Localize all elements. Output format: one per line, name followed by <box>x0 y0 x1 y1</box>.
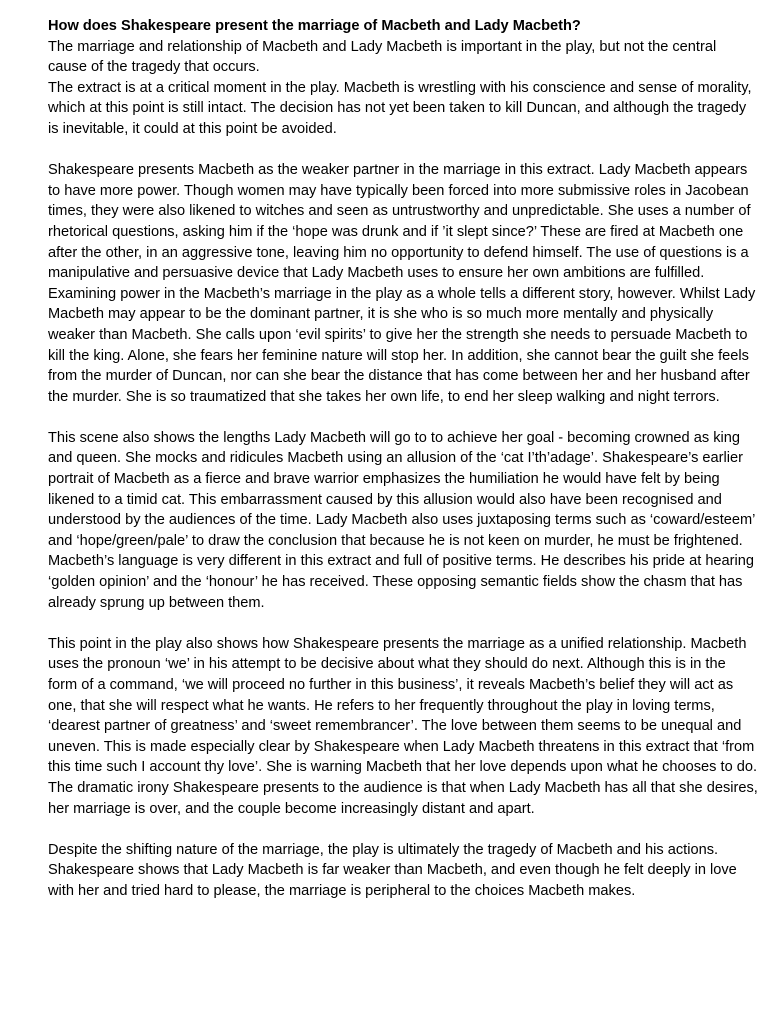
essay-title: How does Shakespeare present the marriage of Macbeth and Lady Macbeth? <box>48 18 581 34</box>
ambition-paragraph: This scene also shows the lengths Lady Macbeth will go to to achieve her goal - becoming crowned as king and queen. She mocks and ridicules Macbeth using an allusion of the ‘cat I’th’adage’. Shakespeare’s earlier portrait of Macbeth as a fierce and brave warrior emphasizes the humiliation he would have felt by being likened to a timid cat. This embarrassment caused by this allusion would also have been recognised and understood by the audiences of the time. Lady Macbeth also uses juxtaposing terms such as ‘coward/esteem’ and ‘hope/green/pale’ to draw the conclusion that because he is not keen on murder, he must be frightened. Macbeth’s language is very different in this extract and full of positive terms. He describes his pride at hearing ‘golden opinion’ and the ‘honour’ he has received. These opposing semantic fields show the chasm that has already sprung up between them. <box>48 429 755 611</box>
context-paragraph: The extract is at a critical moment in the play. Macbeth is wrestling with his conscience and sense of morality, which at this point is still intact. The decision has not yet been taken to kill Duncan, and although the tragedy is inevitable, it could at this point be avoided. <box>48 79 752 137</box>
power-paragraph: Shakespeare presents Macbeth as the weaker partner in the marriage in this extract. Lady Macbeth appears to have more power. Though women may have typically been forced into more submissive roles in Jacobean times, they were also likened to witches and seen as untrustworthy and unpredictable. She uses a number of rhetorical questions, asking him if the ‘hope was drunk and if ’it slept since?’ These are fired at Macbeth one after the other, in an aggressive tone, leaving him no opportunity to defend himself. The use of questions is a manipulative and persuasive device that Lady Macbeth uses to ensure her own ambitions are fulfilled. Examining power in the Macbeth’s marriage in the play as a whole tells a different story, however. Whilst Lady Macbeth may appear to be the dominant partner, it is she who is so much more mentally and physically weaker than Macbeth. She calls upon ‘evil spirits’ to give her the strength she needs to persuade Macbeth to kill the king. Alone, she fears her feminine nature will stop her. In addition, she cannot bear the guilt she feels from the murder of Duncan, nor can she bear the distance that has come between her and her husband after the murder. She is so traumatized that she takes her own life, to end her sleep walking and night terrors. <box>48 162 756 405</box>
intro-paragraph: The marriage and relationship of Macbeth and Lady Macbeth is important in the play, but not the central cause of the tragedy that occurs. <box>48 38 717 76</box>
unity-paragraph: This point in the play also shows how Shakespeare presents the marriage as a unified relationship. Macbeth uses the pronoun ‘we’ in his attempt to be decisive about what they should do next. Although this is in the form of a command, ‘we will proceed no further in this business’, it reveals Macbeth’s belief they will act as one, that she will respect what he wants. He refers to her frequently throughout the play in loving terms, ‘dearest partner of greatness’ and ‘sweet remembrancer’. The love between them seems to be unequal and uneven. This is made especially clear by Shakespeare when Lady Macbeth threatens in this extract that ‘from this time such I account thy love’. She is warning Macbeth that her love depends upon what he chooses to do. The dramatic irony Shakespeare presents to the audience is that when Lady Macbeth has all that she desires, her marriage is over, and the couple become increasingly distant and apart. <box>48 635 758 817</box>
essay-page <box>48 16 758 902</box>
conclusion-paragraph: Despite the shifting nature of the marriage, the play is ultimately the tragedy of Macbeth and his actions. Shakespeare shows that Lady Macbeth is far weaker than Macbeth, and even though he felt deeply in love with her and tried hard to please, the marriage is peripheral to the choices Macbeth makes. <box>48 841 737 899</box>
